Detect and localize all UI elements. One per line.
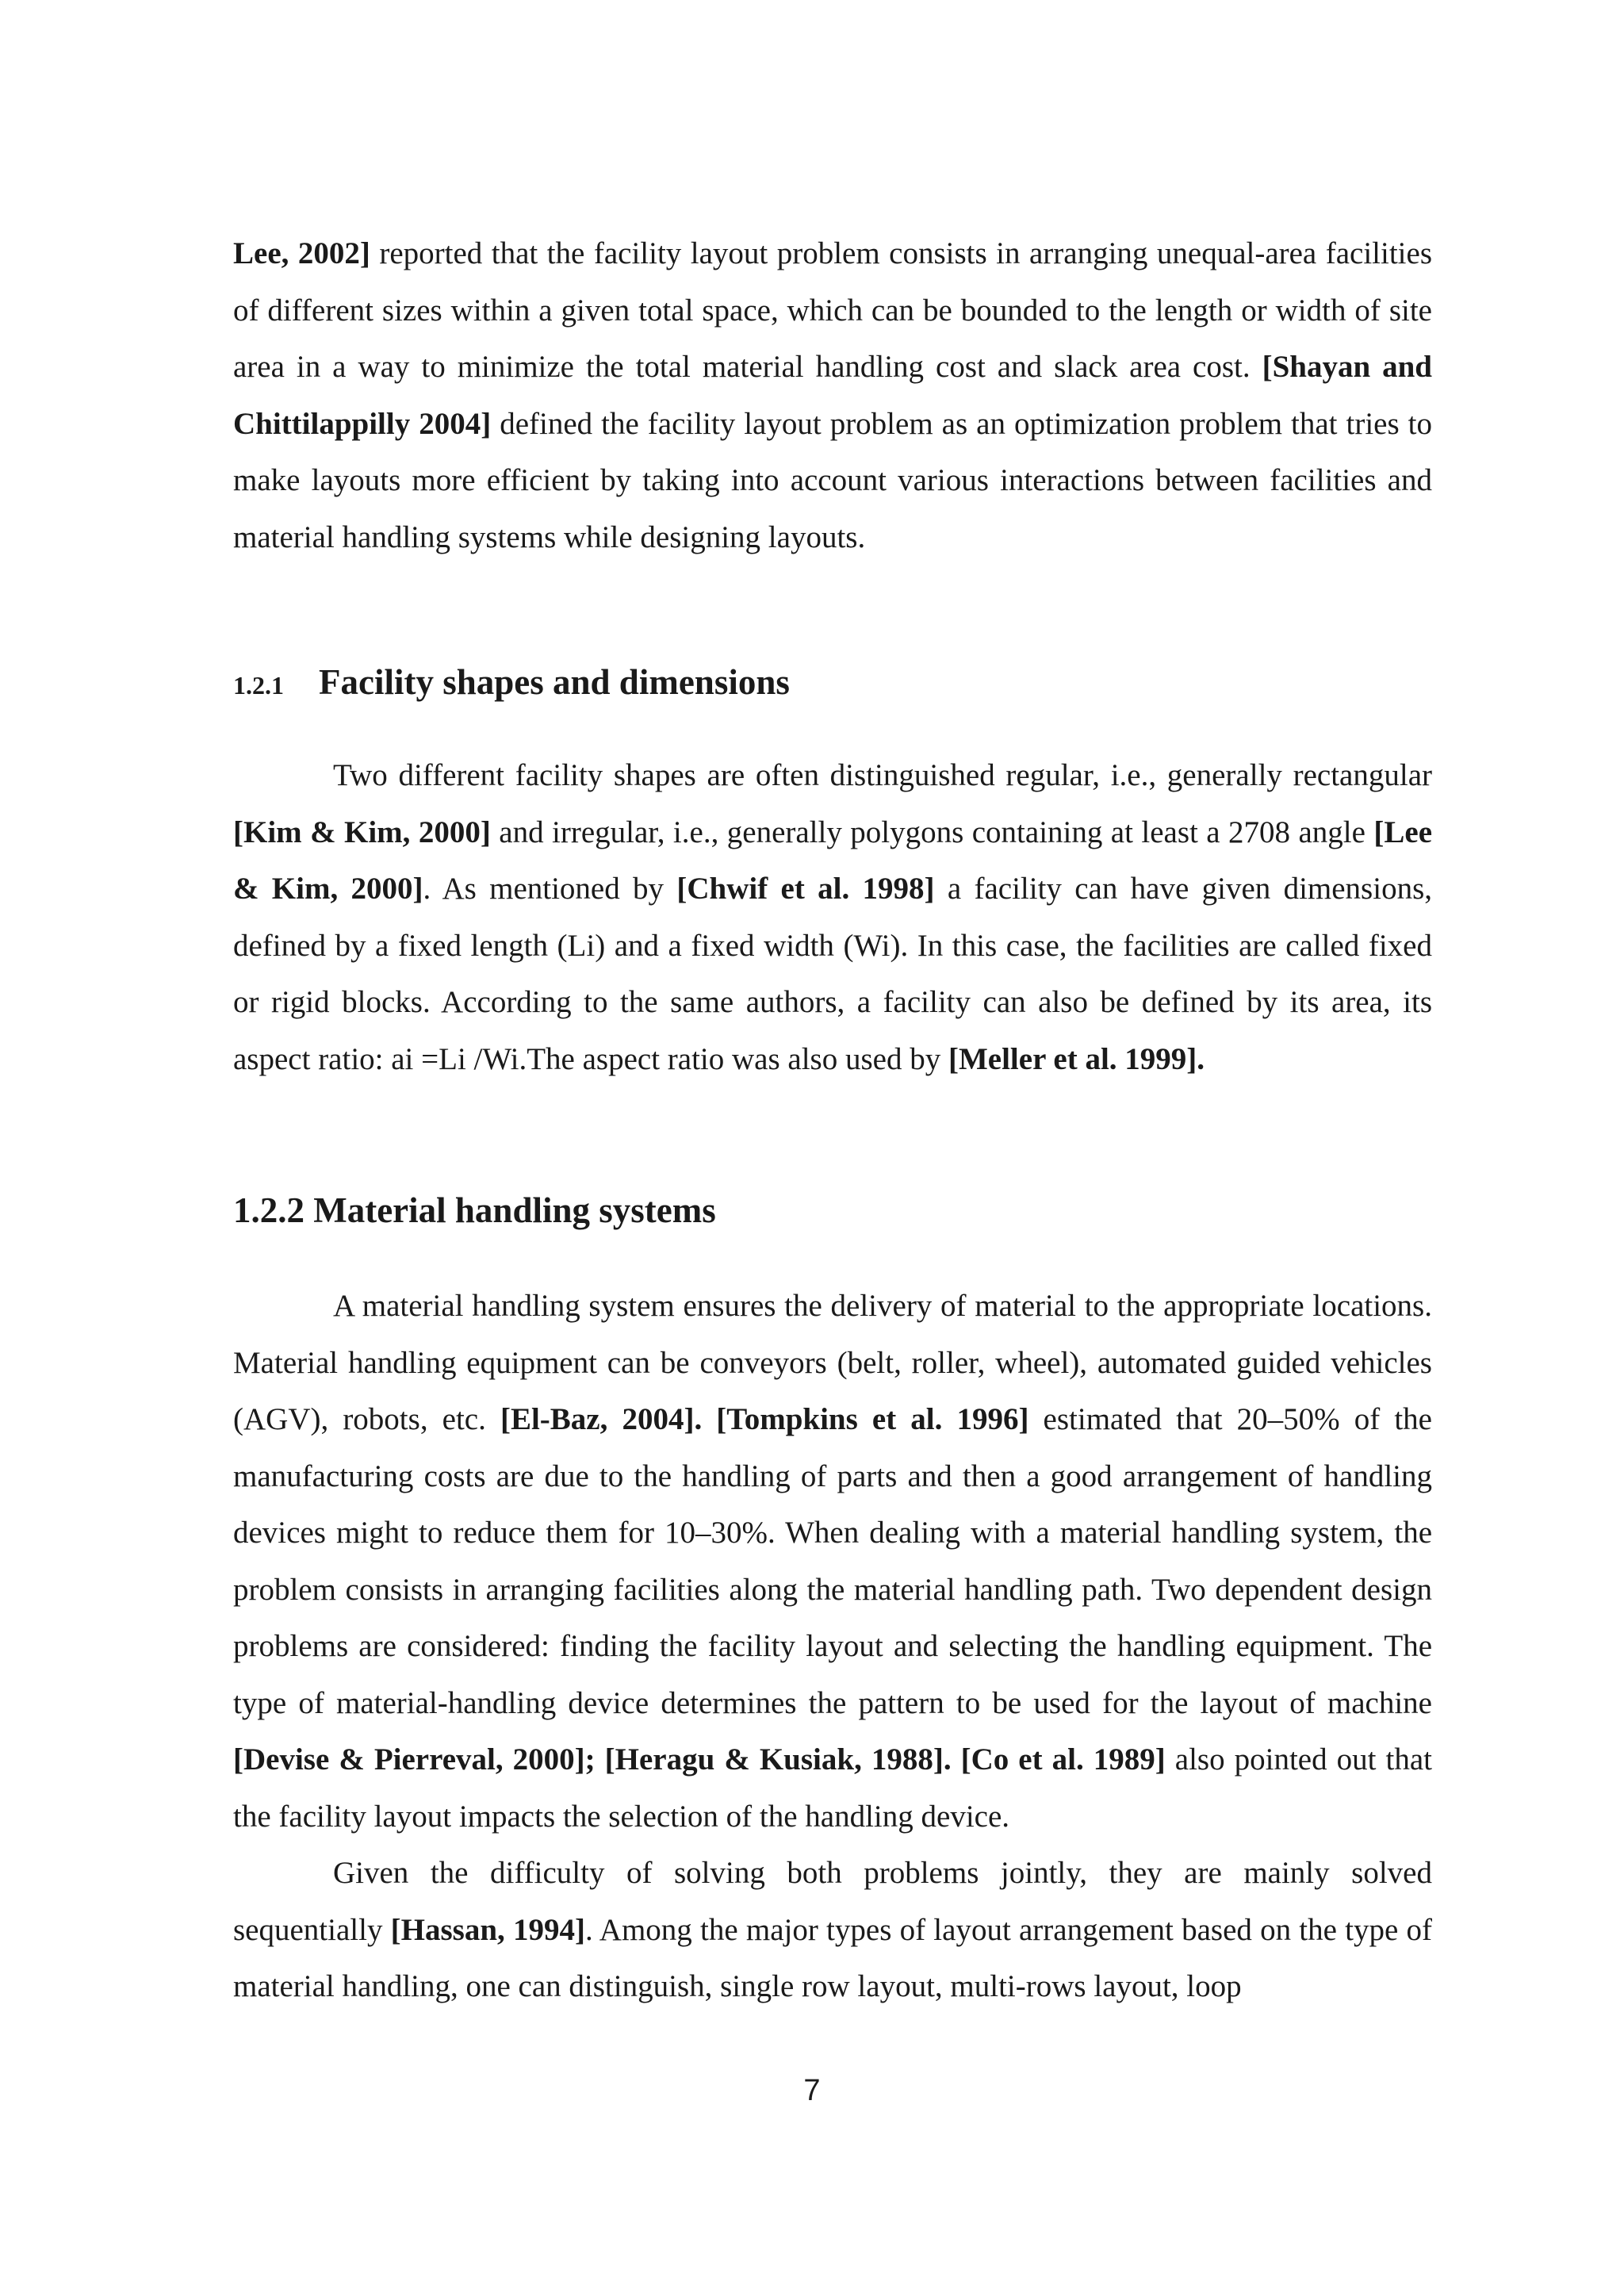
paragraph-text: A material handling system ensures the delivery of material to the appropriate locations. Material handling equipment can be conveyors (belt, roller, wheel), automated guided vehicles (AGV), robots, etc. [233,1289,1432,1436]
section-1-2-2-paragraph-2 [233,1845,1432,2015]
citation: [Devise & Pierreval, 2000]; [Heragu & Kusiak, 1988]. [Co et al. 1989] [233,1742,1166,1777]
paragraph-text: reported that the facility layout problem consists in arranging unequal-area facilities of different sizes within a given total space, which can be bounded to the length or width of site area in a way to minimize the total material handling cost and slack area cost. [233,236,1432,384]
citation: [Chwif et al. 1998] [676,872,935,906]
paragraph-text: Two different facility shapes are often distinguished regular, i.e., generally rectangular [333,758,1432,792]
paragraph-text: estimated that 20–50% of the manufacturing costs are due to the handling of parts and then a good arrangement of handling devices might to reduce them for 10–30%. When dealing with a material handling system, the problem consists in arranging facilities along the material handling path. Two dependent design problems are considered: finding the facility layout and selecting the handling equipment. The type of material-handling device determines the pattern to be used for the layout of machine [233,1402,1432,1720]
citation: [Meller et al. 1999]. [948,1041,1205,1076]
citation: [Lee & Kim, 2000] [233,815,1433,906]
citation: [Kim & Kim, 2000] [233,815,491,849]
paragraph-text: and irregular, i.e., generally polygons containing at least a 2708 angle [490,815,1374,849]
section-title: Facility shapes and dimensions [319,662,790,702]
citation: [Shayan and Chittilappilly 2004] [233,350,1432,441]
section-1-2-2-paragraphs-block [233,1278,1432,2015]
paragraph-text: a facility can have given dimensions, defined by a fixed length (Li) and a fixed width (Wi). In this case, the facilities are called fixed or rigid blocks. According to the same authors, a facility can also be defined by its area, its aspect ratio: ai =Li /Wi.The aspect ratio was also used by [233,872,1432,1076]
paragraph-text: Given the difficulty of solving both problems jointly, they are mainly solved sequentially [233,1856,1432,1947]
section-heading-1-2-2: 1.2.2 Material handling systems [233,1190,716,1230]
section-heading-1-2-1 [233,661,790,703]
section-1-2-2-paragraph-1 [233,1278,1432,1845]
section-1-2-1-paragraph-block [233,747,1432,1087]
paragraph-text: . As mentioned by [423,872,677,906]
section-1-2-1-paragraph [233,747,1432,1087]
citation: [Hassan, 1994] [390,1912,585,1947]
page-number: 7 [803,2074,821,2107]
intro-paragraph [233,225,1432,565]
paragraph-text: . Among the major types of layout arrangement based on the type of material handling, one can distinguish, single row layout, multi-rows layout, loop [233,1912,1433,2003]
intro-paragraph-block [233,225,1432,565]
paragraph-text: defined the facility layout problem as an optimization problem that tries to make layouts more efficient by taking into account various interactions between facilities and material handling systems while designing layouts. [233,406,1432,554]
citation: [El-Baz, 2004]. [Tompkins et al. 1996] [500,1402,1029,1436]
citation: Lee, 2002] [233,236,370,270]
paragraph-text: also pointed out that the facility layout impacts the selection of the handling device. [233,1742,1432,1834]
section-number: 1.2.1 [233,671,284,700]
